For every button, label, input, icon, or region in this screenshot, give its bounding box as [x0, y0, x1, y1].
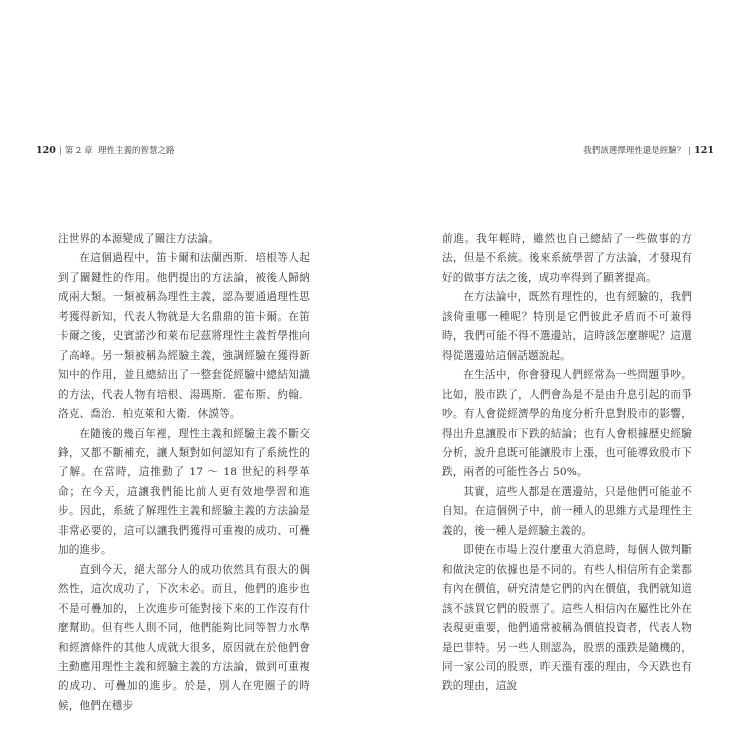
left-chapter-title: 理性主義的智慧之路 — [97, 146, 175, 156]
paragraph: 在生活中，你會發現人們經常為一些問題爭吵。比如，股市跌了，人們會為是不是由升息引起的而爭吵。有人會從經濟學的角度分析升息對股市的影響，得出升息讓股市下跌的結論；也有人會根據歷史經驗分析，說升息既可能讓股市上漲，也可能導致股市下跌，兩者的可能性各占 50%。 — [442, 369, 692, 479]
right-page-number: 121 — [694, 145, 714, 156]
right-page — [375, 0, 750, 750]
paragraph: 即使在市場上沒什麼重大消息時，每個人做判斷和做決定的依據也是不同的。有些人相信所有企業都有內在價值，研究清楚它們的內在價值，我們就知道該不該買它們的股票了。這些人相信內在屬性比外在表現更重要，他們通常被稱為價值投資者，代表人物是巴菲特。另一些人則認為，股票的漲跌是隨機的，同一家公司的股票，昨天漲有漲的理由，今天跌也有跌的理由，這說 — [442, 544, 692, 693]
paragraph: 在隨後的幾百年裡，理性主義和經驗主義不斷交鋒，又都不斷補充，讓人類對如何認知有了系統性的了解。在當時，這推動了 17 ～ 18 世紀的科學革命；在今天，這讓我們能比前人更有效地學習和進步。因此，系統了解理性主義和經驗主義的方法論是非常必要的，這可以讓我們獲得可重複的成功、可疊加的進步。 — [58, 427, 310, 557]
left-body-text — [58, 230, 310, 716]
left-page-number: 120 — [36, 145, 56, 156]
paragraph: 注世界的本源變成了關注方法論。 — [58, 233, 220, 245]
paragraph: 在方法論中，既然有理性的，也有經驗的，我們該倚重哪一種呢？特別是它們彼此矛盾而不可兼得時，我們可能不得不選邊站，這時該怎麼辦呢？這還得從選邊站這個話題說起。 — [442, 291, 692, 362]
left-chapter-label: 第 2 章 — [64, 146, 93, 156]
right-header-separator: | — [688, 146, 692, 156]
left-running-head — [36, 146, 174, 156]
right-running-title: 我們該選擇理性還是經驗？ — [583, 146, 686, 156]
right-running-head — [583, 146, 714, 156]
right-body-text — [442, 230, 692, 697]
paragraph: 直到今天，絕大部分人的成功依然具有很大的偶然性，這次成功了，下次未必。而且，他們的進步也不是可疊加的，上次進步可能對接下來的工作沒有什麼幫助。但有些人則不同，他們能夠比同等智力水準和經濟條件的其他人成就大很多，原因就在於他們會主動應用理性主義和經驗主義的方法論，做到可重複的成功、可疊加的進步。於是，別人在兜圈子的時候，他們在穩步 — [58, 563, 310, 712]
paragraph: 前進。我年輕時，雖然也自己總結了一些做事的方法，但是不系統。後來系統學習了方法論，才發現有好的做事方法之後，成功率得到了顯著提高。 — [442, 233, 692, 284]
paragraph: 其實，這些人都是在選邊站，只是他們可能並不自知。在這個例子中，前一種人的思維方式是理性主義的，後一種人是經驗主義的。 — [442, 485, 692, 537]
left-header-separator: | — [58, 146, 62, 156]
paragraph: 在這個過程中，笛卡爾和法蘭西斯．培根等人起到了關鍵性的作用。他們提出的方法論，被後人歸納成兩大類。一類被稱為理性主義，認為要通過理性思考獲得新知，代表人物就是大名鼎鼎的笛卡爾。在笛卡爾之後，史賓諾沙和萊布尼茲將理性主義哲學推向了高峰。另一類被稱為經驗主義，強調經驗在獲得新知中的作用，並且總結出了一整套從經驗中總結知識的方法，代表人物有培根、湯瑪斯．霍布斯、約翰．洛克、喬治．柏克萊和大衛．休謨等。 — [58, 252, 310, 421]
